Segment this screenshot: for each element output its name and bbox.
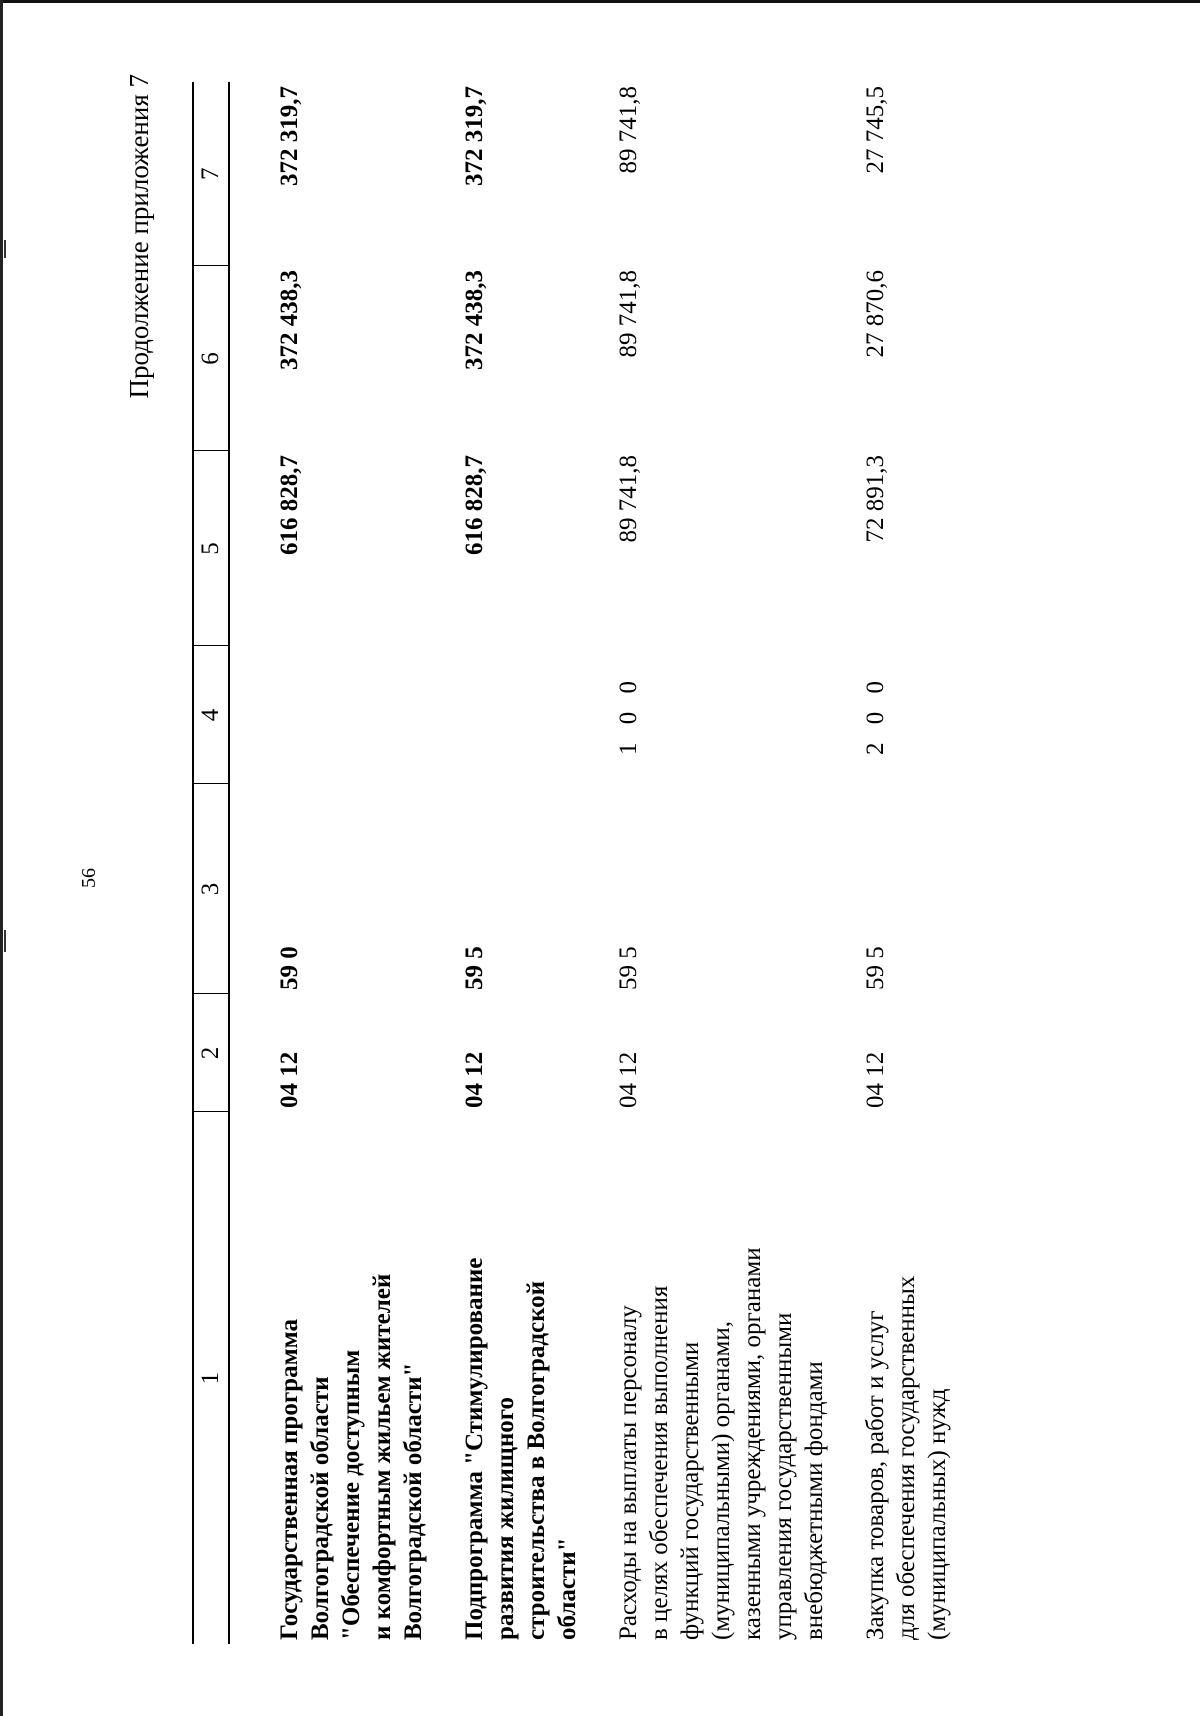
target-article-code: 59 5 [461,946,488,990]
amount-col6: 27 870,6 [862,270,889,358]
row-name-line: Расходы на выплаты персоналу [615,1305,642,1640]
amount-col5: 616 828,7 [461,455,488,555]
table-row [834,82,957,1644]
row-name-line: внебюджетными фондами [801,1361,828,1640]
target-article-code: 59 0 [276,946,303,990]
expense-type-code: 2 0 0 [862,675,889,755]
amount-col5: 616 828,7 [276,455,303,555]
table-row [229,82,433,1644]
amount-col6: 372 438,3 [461,270,488,370]
row-name-line: Волгоградской области [307,1376,334,1640]
row-name-line: (муниципальных) нужд [924,1388,951,1640]
row-name-line: "Обеспечение доступным [338,1349,365,1640]
column-header: 7 [193,82,229,266]
row-name-line: Волгоградской области" [400,1362,427,1640]
target-article-code: 59 5 [615,946,642,990]
column-header: 5 [193,451,229,646]
row-name [433,1112,587,1644]
section-code: 04 12 [461,1051,488,1108]
row-name-line: (муниципальными) органами, [708,1321,735,1640]
row-name-line: и комфортным жильем жителей [369,1273,396,1640]
row-name-line: казенными учреждениями, органами [739,1247,766,1640]
table-row [433,82,587,1644]
page-number: 56 [78,868,100,888]
table-header-row [193,82,229,1644]
section-code: 04 12 [615,1051,642,1108]
column-header: 6 [193,266,229,451]
row-name [587,1112,834,1644]
expense-type-code [229,646,433,784]
amount-col7: 27 745,5 [862,86,889,174]
amount-col5: 89 741,8 [615,455,642,543]
table-row [587,82,834,1644]
column-header: 1 [193,1112,229,1644]
row-name [834,1112,957,1644]
row-name-line: для обеспечения государственных [893,1275,920,1640]
row-name-line: Государственная программа [276,1319,303,1640]
row-name-line: Подпрограмма "Стимулирование [461,1257,488,1640]
amount-col7: 372 319,7 [276,86,303,186]
row-name-line: Закупка товаров, работ и услуг [862,1310,889,1640]
column-header: 2 [193,994,229,1112]
amount-col6: 89 741,8 [615,270,642,358]
budget-table [192,82,957,1644]
section-code: 04 12 [276,1051,303,1108]
column-header: 3 [193,784,229,994]
amount-col5: 72 891,3 [862,455,889,543]
row-name-line: развития жилищного [492,1396,519,1640]
row-name-line: в целях обеспечения выполнения [646,1285,673,1640]
amount-col7: 372 319,7 [461,86,488,186]
row-name [229,1112,433,1644]
expense-type-code: 1 0 0 [615,675,642,755]
continuation-label: Продолжение приложения 7 [124,74,154,399]
row-name-line: функций государственными [677,1341,704,1640]
row-name-line: управления государственными [770,1312,797,1640]
target-article-code: 59 5 [862,946,889,990]
column-header: 4 [193,646,229,784]
row-name-line: области" [554,1537,581,1640]
amount-col6: 372 438,3 [276,270,303,370]
expense-type-code [433,646,587,784]
amount-col7: 89 741,8 [615,86,642,174]
section-code: 04 12 [862,1051,889,1108]
row-name-line: строительства в Волгоградской [523,1280,550,1640]
